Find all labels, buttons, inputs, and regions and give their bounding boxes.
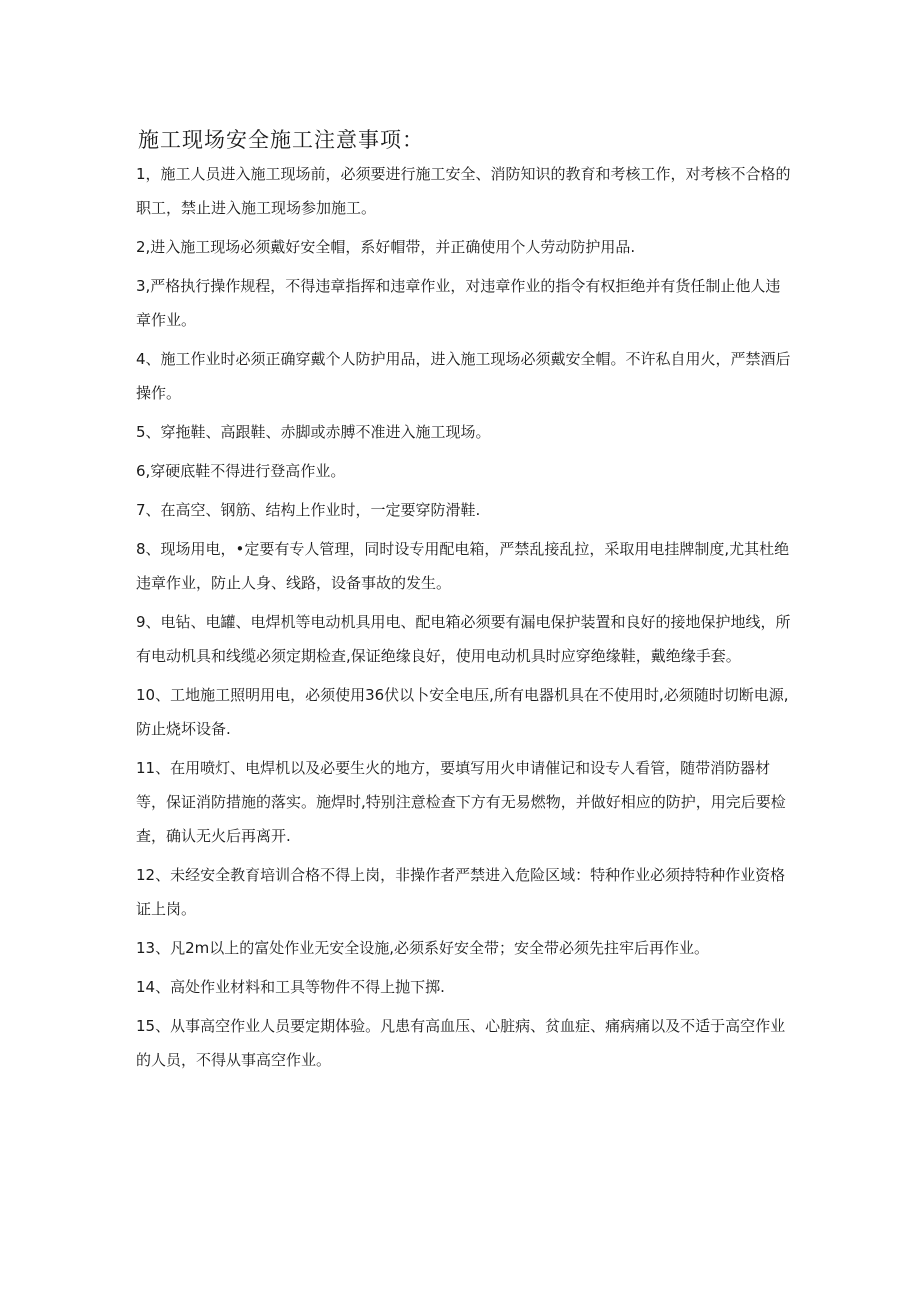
list-item: 3,严格执行操作规程，不得违章指挥和违章作业，对违章作业的指令有权拒绝并有货任制止他人违章作业。 xyxy=(136,277,781,329)
list-item: 14、高处作业材料和工具等物件不得上抛下掷. xyxy=(136,978,445,996)
list-item: 6,穿硬底鞋不得进行登高作业。 xyxy=(136,462,346,480)
list-item: 4、施工作业时必须正确穿戴个人防护用品，进入施工现场必须戴安全帽。不许私自用火，严禁酒后操作。 xyxy=(136,350,791,402)
list-item: 1，施工人员进入施工现场前，必须要进行施工安全、消防知识的教育和考核工作，对考核不合格的职工，禁止进入施工现场参加施工。 xyxy=(136,165,791,217)
list-item: 11、在用喷灯、电焊机以及必要生火的地方，要填写用火申请催记和设专人看管，随带消防器材等，保证消防措施的落实。施焊时,特别注意检查下方有无易燃物，并做好相应的防护，用完后要检查，确认无火后再离开. xyxy=(136,759,786,845)
list-item: 2,进入施工现场必须戴好安全帽，系好帽带，并正确使用个人劳动防护用品. xyxy=(136,238,636,256)
list-item: 12、未经安全教育培训合格不得上岗，非操作者严禁进入危险区域：特种作业必须持特种作业资格证上岗。 xyxy=(136,866,786,918)
list-item: 8、现场用电，•定要有专人管理，同时设专用配电箱，严禁乱接乱拉，采取用电挂牌制度,尤其杜绝违章作业，防止人身、线路，设备事故的发生。 xyxy=(136,540,790,592)
list-item: 9、电钻、电罐、电焊机等电动机具用电、配电箱必须要有漏电保护装置和良好的接地保护地线，所有电动机具和线缆必须定期检查,保证绝缘良好，使用电动机具时应穿绝缘鞋，戴绝缘手套。 xyxy=(136,613,791,665)
list-item: 5、穿拖鞋、高跟鞋、赤脚或赤膊不准进入施工现场。 xyxy=(136,423,491,441)
list-item: 13、凡2m以上的富处作业无安全设施,必须系好安全带；安全带必须先拄牢后再作业。 xyxy=(136,939,710,957)
safety-items-list xyxy=(136,157,791,1082)
list-item: 7、在高空、钢筋、结构上作业时，一定要穿防滑鞋. xyxy=(136,501,481,519)
list-item: 15、从事高空作业人员要定期体验。凡患有高血压、心脏病、贫血症、痛病痛以及不适于高空作业的人员，不得从事高空作业。 xyxy=(136,1017,786,1069)
list-item: 10、工地施工照明用电，必须使用36伏以卜安全电压,所有电器机具在不使用时,必须随时切断电源,防止烧坏设备. xyxy=(136,686,789,738)
document-title: 施工现场安全施工注意事项： xyxy=(138,128,424,152)
